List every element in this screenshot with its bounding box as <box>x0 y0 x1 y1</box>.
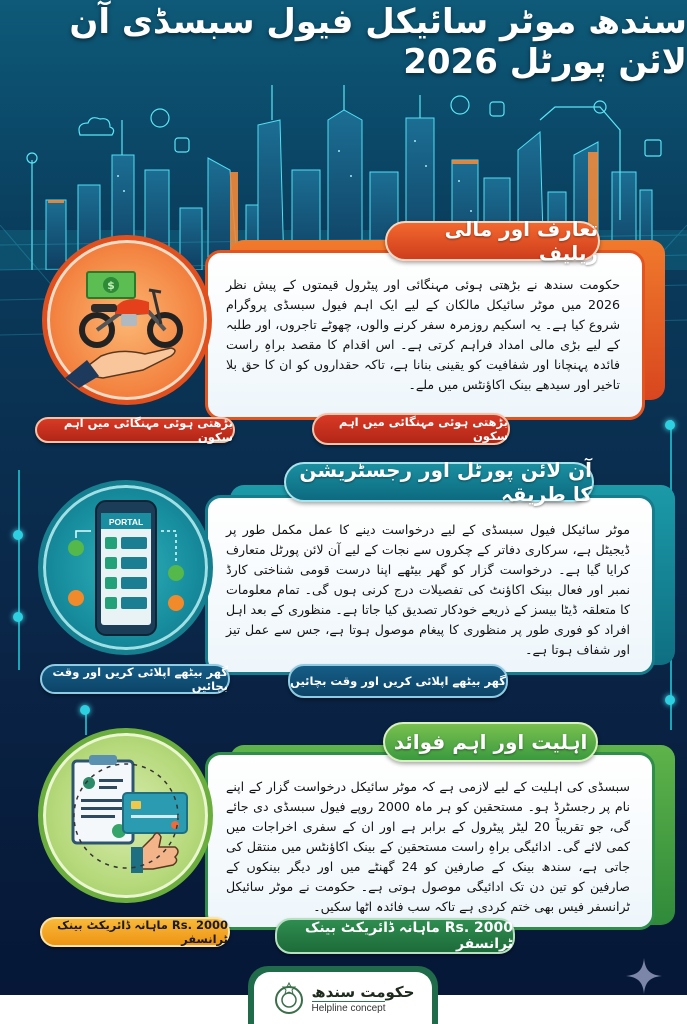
portal-label: PORTAL <box>108 516 143 527</box>
circuit-node-decoration <box>80 705 90 715</box>
circuit-node-decoration <box>13 530 23 540</box>
section-intro-header: تعارف اور مالی ریلیف <box>385 221 600 261</box>
portal-phone-checklist-icon <box>38 480 213 655</box>
section-intro-tag-left: بڑھتی ہوئی مہنگائی میں اہم سکون <box>35 417 235 443</box>
section-intro-body: حکومت سندھ نے بڑھتی ہوئی مہنگائی اور پیٹرول قیمتوں کے پیش نظر 2026 میں موٹر سائیکل مالکان کے لیے ایک اہم فیول سبسڈی پروگرام شروع کیا ہے۔ یہ اسکیم روزمرہ سفر کرنے والوں، چھوٹے تاجروں، اور طلبہ کے لیے بڑی مالی امداد فراہم کرتی ہے۔ اس اقدام کا مقصد براہِ راست فائدہ پہنچانا اور شفافیت کو یقینی بنانا ہے، تاکہ حقداروں کو ان کا حق بلا تاخیر اور سیدھے بینک اکاؤنٹس میں ملے۔ <box>226 277 620 392</box>
circuit-node-decoration <box>13 612 23 622</box>
circuit-node-decoration <box>665 420 675 430</box>
section-eligibility-body: سبسڈی کی اہلیت کے لیے لازمی ہے کہ موٹر سائیکل درخواست گزار کے اپنے نام پر رجسٹرڈ ہو۔ مستحقین کو ہر ماہ 2000 روپے فیول سبسڈی دی جائے گی، جو تقریباً 20 لیٹر پیٹرول کے برابر ہے اور ان کے سفری اخراجات میں کمی لائے گی۔ ادائیگی براہِ راست مستحقین کے بینک اکاؤنٹس میں منتقل کی جاتی ہے، سندھ بینک کے صارفین کو 24 گھنٹے میں اور دیگر بینکوں کے صارفین کو تین دن تک ادائیگی موصول ہوتی ہے۔ حکومت نے موٹر سائیکل ٹرانسفر فیس بھی ختم کردی ہے تاکہ سب فائدہ اٹھا سکیں۔ <box>226 779 631 914</box>
section-eligibility-tag-left: Rs. 2000 ماہانہ ڈائریکٹ بینک ٹرانسفر <box>40 917 230 947</box>
footer-logo-block <box>254 972 432 1024</box>
circuit-node-decoration <box>665 695 675 705</box>
sparkle-icon <box>626 958 662 994</box>
section-registration-tag-left: گھر بیٹھے اپلائی کریں اور وقت بچائیں <box>40 664 230 694</box>
section-intro-card <box>205 250 645 420</box>
page-title: سندھ موٹر سائیکل فیول سبسڈی آن لائن پورٹل 2026 <box>69 2 687 82</box>
section-registration-header: آن لائن پورٹل اور رجسٹریشن کا طریقہ <box>284 462 594 502</box>
section-registration-body: موٹر سائیکل فیول سبسڈی کے لیے درخواست دینے کا عمل مکمل طور پر ڈیجیٹل ہے، سرکاری دفاتر کے چکروں سے نجات کے لیے آن لائن پورٹل متعارف کرایا گیا ہے۔ درخواست گزار کو گھر بیٹھے اپنا درست قومی شناختی کارڈ نمبر اور فعال بینک اکاؤنٹ کی تفصیلات درج کرنی ہوں گی۔ تمام معلومات کا متعلقہ ڈیٹا بیسز کے ذریعے خودکار تصدیق کیا جاتا ہے۔ منظوری کے بعد اہل افراد کو فوری طور پر منظوری کا پیغام موصول ہوتا ہے، جس سے عمل تیز اور شفاف ہوتا ہے۔ <box>226 522 630 657</box>
circuit-line-decoration <box>18 470 20 670</box>
section-eligibility-card <box>205 752 655 930</box>
clipboard-card-thumbs-up-icon <box>38 728 213 903</box>
motorcycle-money-hand-icon <box>42 235 212 405</box>
svg-text:$: $ <box>107 279 115 292</box>
section-registration-card <box>205 495 655 675</box>
section-registration-tag-center: گھر بیٹھے اپلائی کریں اور وقت بچائیں <box>288 664 508 698</box>
footer-english-label: Helpline concept <box>311 1002 386 1014</box>
footer-urdu-label: حکومت سندھ <box>311 982 415 1001</box>
section-intro-tag-center: بڑھتی ہوئی مہنگائی میں اہم سکون <box>312 413 510 445</box>
section-eligibility-tag-center: Rs. 2000 ماہانہ ڈائریکٹ بینک ٹرانسفر <box>275 918 515 954</box>
section-eligibility-header: اہلیت اور اہم فوائد <box>383 722 598 762</box>
sindh-government-emblem-icon <box>272 981 306 1015</box>
